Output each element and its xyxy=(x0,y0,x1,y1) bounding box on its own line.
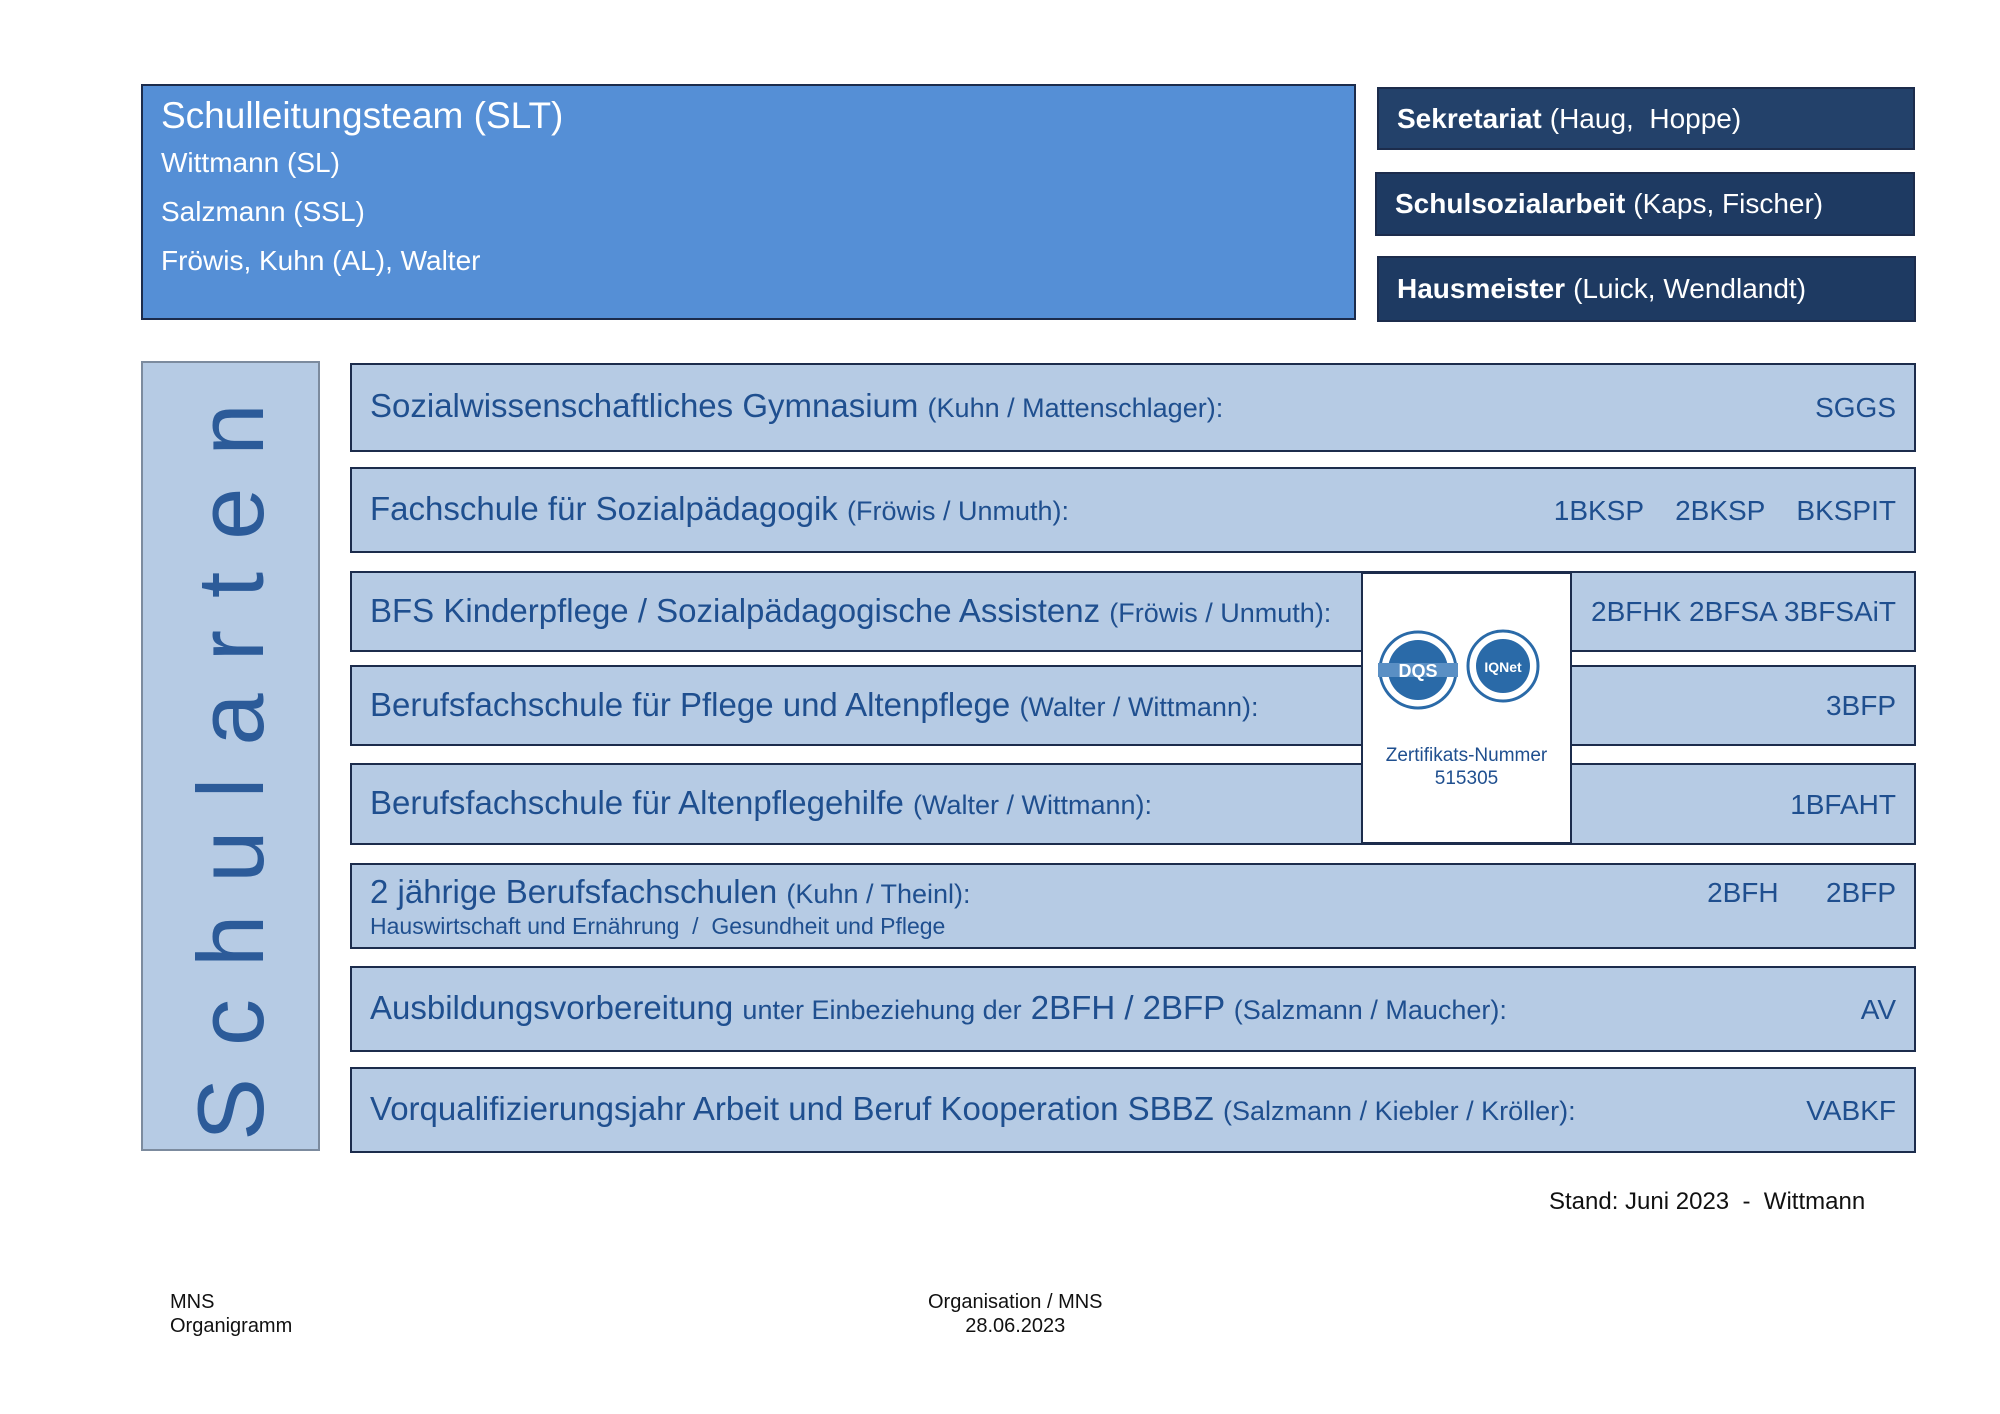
schulsozialarbeit-label: Schulsozialarbeit xyxy=(1395,188,1626,219)
row-name: Berufsfachschule für Altenpflegehilfe xyxy=(370,784,904,821)
school-row xyxy=(350,467,1916,553)
school-row xyxy=(350,665,1916,746)
leadership-title: Schulleitungsteam (SLT) xyxy=(161,95,564,136)
footer-center-line2: 28.06.2023 xyxy=(965,1315,1066,1337)
school-row xyxy=(350,863,1916,949)
row-codes: 2BFH 2BFP xyxy=(1707,877,1896,908)
row-subtitle: Hauswirtschaft und Ernährung / Gesundheit und Pflege xyxy=(370,913,946,939)
certificate-number: 515305 xyxy=(1434,768,1499,789)
row-staff: (Fröwis / Unmuth): xyxy=(1109,598,1332,628)
footer-left xyxy=(170,1290,292,1338)
school-row xyxy=(350,763,1916,845)
row-codes: AV xyxy=(1860,994,1896,1025)
certificate-label: Zertifikats-Nummer xyxy=(1385,745,1548,766)
row-name: Berufsfachschule für Pflege und Altenpflege xyxy=(370,686,1011,723)
leadership-member: Wittmann (SL) xyxy=(161,147,340,178)
row-title xyxy=(370,873,971,911)
row-codes: 1BFAHT xyxy=(1790,789,1896,820)
certification-logos xyxy=(1378,629,1558,711)
row-title xyxy=(370,1090,1576,1128)
iqnet-logo xyxy=(1468,631,1538,701)
dqs-logo-text: DQS xyxy=(1398,661,1438,681)
row-codes: 3BFP xyxy=(1825,690,1896,721)
row-staff: (Walter / Wittmann): xyxy=(1019,692,1259,722)
row-mid-codes: 2BFH / 2BFP xyxy=(1030,989,1225,1026)
schularten-box xyxy=(141,361,320,1151)
sekretariat-box xyxy=(1377,87,1915,150)
row-staff: (Fröwis / Unmuth): xyxy=(846,496,1069,526)
row-staff: (Kuhn / Theinl): xyxy=(786,879,971,909)
row-name: Ausbildungsvorbereitung xyxy=(370,989,734,1026)
school-row xyxy=(350,966,1916,1052)
certificate-text xyxy=(1363,744,1570,790)
row-name: BFS Kinderpflege / Sozialpädagogische Assistenz xyxy=(370,592,1101,629)
row-codes: VABKF xyxy=(1806,1095,1896,1126)
dqs-logo xyxy=(1378,632,1458,708)
row-codes: SGGS xyxy=(1815,392,1896,423)
iqnet-logo-text: IQNet xyxy=(1484,659,1522,675)
row-name: Vorqualifizierungsjahr Arbeit und Beruf Kooperation SBBZ xyxy=(370,1090,1214,1127)
hausmeister-names: (Luick, Wendlandt) xyxy=(1573,273,1807,304)
hausmeister-box xyxy=(1377,256,1916,322)
row-name: Sozialwissenschaftliches Gymnasium xyxy=(370,387,919,424)
row-staff: (Walter / Wittmann): xyxy=(913,790,1153,820)
sekretariat-label: Sekretariat xyxy=(1397,102,1542,134)
row-codes: 2BFHK 2BFSA 3BFSAiT xyxy=(1591,596,1896,627)
row-title xyxy=(370,989,1507,1027)
leadership-box xyxy=(141,84,1356,320)
leadership-member: Salzmann (SSL) xyxy=(161,196,365,227)
certificate-box xyxy=(1361,572,1572,844)
school-row xyxy=(350,1067,1916,1153)
footer-center-line1: Organisation / MNS xyxy=(928,1291,1103,1313)
leadership-member: Fröwis, Kuhn (AL), Walter xyxy=(161,245,481,276)
schulsozialarbeit-box xyxy=(1375,172,1915,236)
row-title xyxy=(370,686,1258,724)
stand-note: Stand: Juni 2023 - Wittmann xyxy=(1549,1188,1866,1215)
school-row xyxy=(350,363,1916,452)
row-name: 2 jährige Berufsfachschulen xyxy=(370,873,778,910)
row-title xyxy=(370,592,1331,630)
row-title xyxy=(370,490,1069,528)
row-title xyxy=(370,784,1152,822)
school-row xyxy=(350,571,1916,652)
hausmeister-label: Hausmeister xyxy=(1397,273,1566,304)
row-staff: (Salzmann / Kiebler / Kröller): xyxy=(1223,1096,1576,1126)
footer-center xyxy=(928,1290,1103,1338)
row-staff: (Kuhn / Mattenschlager): xyxy=(927,393,1224,423)
schularten-label: Schularten xyxy=(177,371,283,1141)
row-mid-text: unter Einbeziehung der xyxy=(742,995,1022,1025)
footer-left-line1: MNS xyxy=(170,1291,215,1313)
row-name: Fachschule für Sozialpädagogik xyxy=(370,490,838,527)
row-codes: 1BKSP 2BKSP BKSPIT xyxy=(1553,495,1896,526)
row-staff: (Salzmann / Maucher): xyxy=(1233,995,1507,1025)
footer-left-line2: Organigramm xyxy=(170,1315,293,1337)
schulsozialarbeit-names: (Kaps, Fischer) xyxy=(1633,188,1824,219)
row-title xyxy=(370,387,1223,425)
sekretariat-names: (Haug, Hoppe) xyxy=(1549,102,1742,134)
